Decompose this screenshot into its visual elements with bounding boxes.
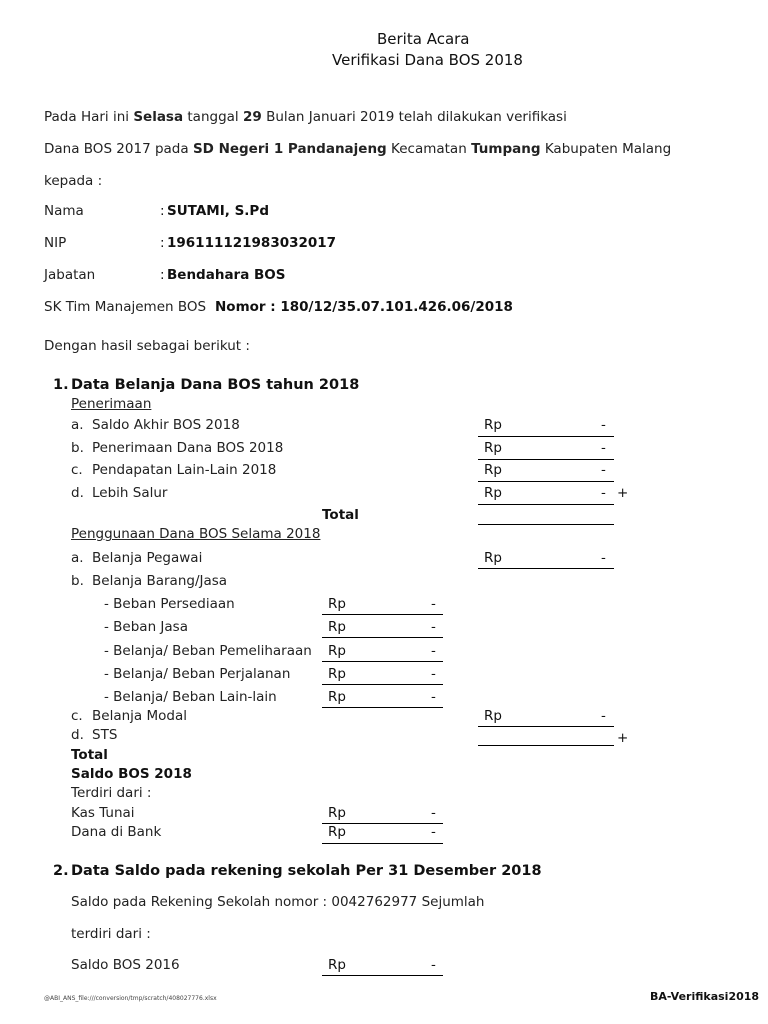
saldo-2016-underline [322,975,443,976]
pegawai-label: Belanja Pegawai [92,550,203,566]
sk-nomor: Nomor : 180/12/35.07.101.426.06/2018 [215,299,513,315]
modal-letter: c. [71,708,83,724]
receipts-total-label: Total [322,507,359,523]
kas-label: Kas Tunai [71,805,135,821]
receipt-d-underline [478,504,614,505]
saldo-bos-label: Saldo BOS 2018 [71,766,192,782]
modal-value: - [601,708,606,724]
receipt-a-label: Saldo Akhir BOS 2018 [92,417,240,433]
receipt-c-rp: Rp [484,462,502,478]
receipt-b-rp: Rp [484,440,502,456]
nip-colon: : [160,235,165,251]
barang-item-5-value: - [431,689,436,705]
receipt-a-letter: a. [71,417,84,433]
barang-item-4-rp: Rp [328,666,346,682]
kas-rp: Rp [328,805,346,821]
receipt-b-label: Penerimaan Dana BOS 2018 [92,440,284,456]
jabatan-label: Jabatan [44,267,96,283]
barang-item-1-underline [322,614,443,615]
rekening-line: Saldo pada Rekening Sekolah nomor : 0042762977 Sejumlah [71,894,485,910]
result-intro: Dengan hasil sebagai berikut : [44,338,250,354]
sk-label: SK Tim Manajemen BOS [44,299,207,315]
barang-item-4-underline [322,684,443,685]
receipt-d-value: - [601,485,606,501]
receipt-c-letter: c. [71,462,83,478]
document-title: Berita Acara [377,30,470,48]
barang-letter: b. [71,573,84,589]
section-2-number: 2. [53,863,69,879]
bank-underline [322,843,443,844]
receipt-d-letter: d. [71,485,84,501]
pegawai-rp: Rp [484,550,502,566]
receipt-b-letter: b. [71,440,84,456]
saldo-2016-value: - [431,957,436,973]
receipt-c-underline [478,481,614,482]
barang-item-3-value: - [431,643,436,659]
saldo-2016-label: Saldo BOS 2016 [71,957,180,973]
terdiri-dari-2: terdiri dari : [71,926,151,942]
receipt-d-plus: + [617,485,629,501]
saldo-2016-rp: Rp [328,957,346,973]
barang-item-5-label: - Belanja/ Beban Lain-lain [104,689,277,705]
bank-label: Dana di Bank [71,824,162,840]
barang-item-1-value: - [431,596,436,612]
receipt-a-rp: Rp [484,417,502,433]
penggunaan-heading: Penggunaan Dana BOS Selama 2018 [71,526,321,542]
sts-letter: d. [71,727,84,743]
jabatan-value: Bendahara BOS [167,267,286,283]
pegawai-letter: a. [71,550,84,566]
sts-plus: + [617,730,629,746]
jabatan-colon: : [160,267,165,283]
terdiri-label: Terdiri dari : [71,785,152,801]
barang-item-3-underline [322,661,443,662]
usage-total-label: Total [71,747,108,763]
barang-item-3-rp: Rp [328,643,346,659]
nama-colon: : [160,203,165,219]
intro-line-1: Pada Hari ini Selasa tanggal 29 Bulan Januari 2019 telah dilakukan verifikasi [44,109,567,125]
barang-item-2-rp: Rp [328,619,346,635]
section-1-number: 1. [53,377,69,393]
sts-underline [478,745,614,746]
receipts-total-underline [478,524,614,525]
nip-label: NIP [44,235,67,251]
modal-rp: Rp [484,708,502,724]
section-2-title: Data Saldo pada rekening sekolah Per 31 Desember 2018 [71,863,542,879]
intro-line-3: kepada : [44,173,103,189]
document-subtitle: Verifikasi Dana BOS 2018 [332,51,523,69]
barang-item-1-label: - Beban Persediaan [104,596,235,612]
receipt-b-underline [478,459,614,460]
bank-value: - [431,824,436,840]
receipt-a-underline [478,436,614,437]
receipt-c-label: Pendapatan Lain-Lain 2018 [92,462,277,478]
nama-label: Nama [44,203,84,219]
sts-label: STS [92,727,118,743]
receipt-a-value: - [601,417,606,433]
bank-rp: Rp [328,824,346,840]
intro-line-2: Dana BOS 2017 pada SD Negeri 1 Pandanajeng Kecamatan Tumpang Kabupaten Malang [44,141,672,157]
barang-item-3-label: - Belanja/ Beban Pemeliharaan [104,643,312,659]
barang-item-1-rp: Rp [328,596,346,612]
barang-item-5-rp: Rp [328,689,346,705]
pegawai-underline [478,568,614,569]
barang-label: Belanja Barang/Jasa [92,573,228,589]
receipt-d-rp: Rp [484,485,502,501]
penerimaan-heading: Penerimaan [71,396,152,412]
receipt-b-value: - [601,440,606,456]
barang-item-4-value: - [431,666,436,682]
barang-item-2-label: - Beban Jasa [104,619,188,635]
barang-item-2-underline [322,637,443,638]
pegawai-value: - [601,550,606,566]
section-1-title: Data Belanja Dana BOS tahun 2018 [71,377,360,393]
receipt-d-label: Lebih Salur [92,485,168,501]
kas-value: - [431,805,436,821]
modal-underline [478,726,614,727]
footer-file-path: @ABI_ANS_file:///conversion/tmp/scratch/408027776.xlsx [44,995,217,1002]
barang-item-4-label: - Belanja/ Beban Perjalanan [104,666,291,682]
barang-item-5-underline [322,707,443,708]
nama-value: SUTAMI, S.Pd [167,203,269,219]
modal-label: Belanja Modal [92,708,187,724]
receipt-c-value: - [601,462,606,478]
nip-value: 196111121983032017 [167,235,337,251]
barang-item-2-value: - [431,619,436,635]
footer-sheet-name: BA-Verifikasi2018 [650,990,760,1003]
